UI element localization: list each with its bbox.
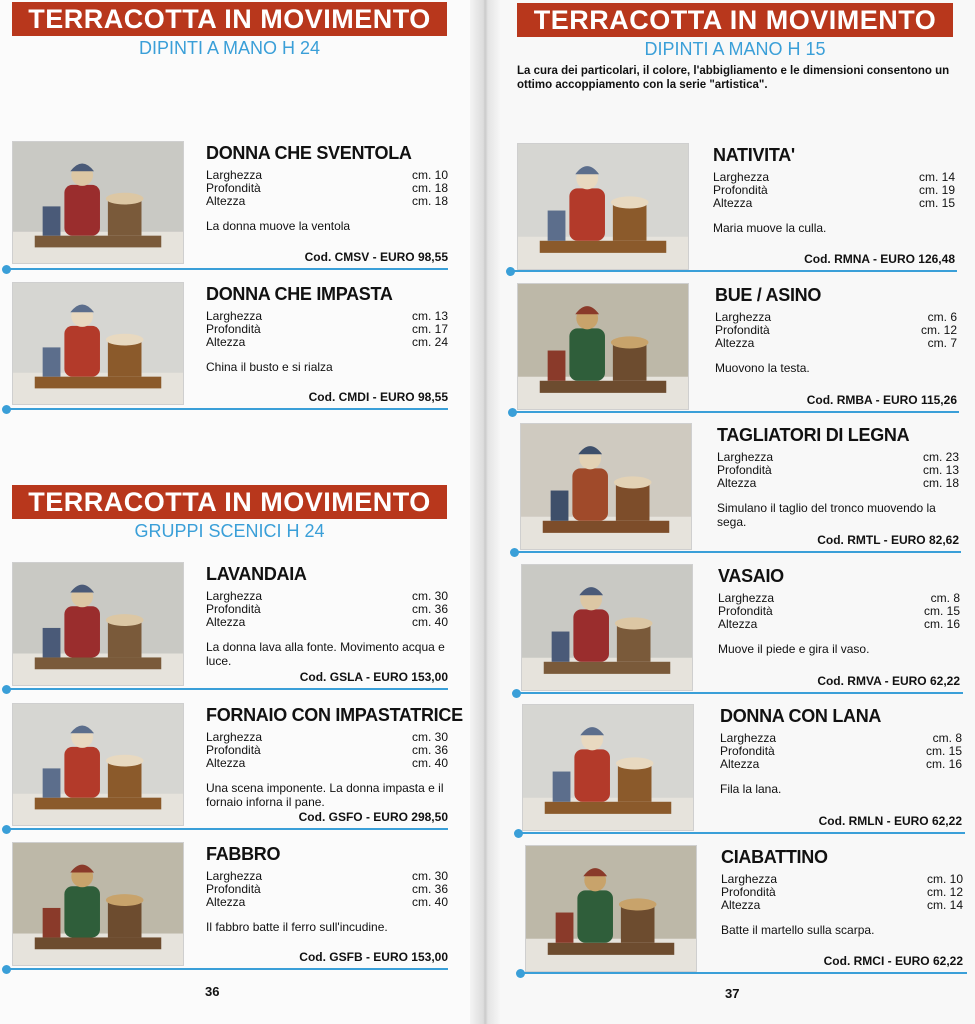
dimension-value: cm. 30 <box>411 869 448 883</box>
product-code-price: Cod. GSFB - EURO 153,00 <box>299 950 448 964</box>
dimension-label: Larghezza <box>206 589 263 603</box>
bullet-dot <box>512 689 521 698</box>
product-title: LAVANDAIA <box>206 564 307 584</box>
product-photo <box>12 703 184 826</box>
dimension-label: Altezza <box>717 476 757 490</box>
section-banner: TERRACOTTA IN MOVIMENTO <box>12 2 447 36</box>
product-dimensions <box>713 171 955 210</box>
dimension-label: Profondità <box>715 323 770 337</box>
product-code-price: Cod. RMVA - EURO 62,22 <box>817 674 960 688</box>
divider-line <box>510 270 957 272</box>
dimension-value: cm. 14 <box>926 898 963 912</box>
dimension-value: cm. 10 <box>926 872 963 886</box>
dimension-label: Altezza <box>206 615 246 629</box>
bullet-dot <box>2 825 11 834</box>
product-code-price: Cod. RMTL - EURO 82,62 <box>817 533 959 547</box>
bullet-dot <box>2 405 11 414</box>
product-dimensions <box>206 590 448 629</box>
page-number: 37 <box>725 986 740 1001</box>
product-photo <box>12 562 184 686</box>
dimension-value: cm. 10 <box>411 168 448 182</box>
divider-line <box>6 408 448 410</box>
dimension-row <box>206 195 448 208</box>
dimension-value: cm. 36 <box>411 882 448 896</box>
section-banner: TERRACOTTA IN MOVIMENTO <box>12 485 447 519</box>
product-photo <box>525 845 697 972</box>
product-description: Una scena imponente. La donna impasta e il fornaio inforna il pane. <box>206 781 444 809</box>
product-title: FABBRO <box>206 844 281 864</box>
divider-line <box>516 692 963 694</box>
dimension-label: Altezza <box>720 757 760 771</box>
section-banner: TERRACOTTA IN MOVIMENTO <box>517 3 953 37</box>
product-code-price: Cod. GSFO - EURO 298,50 <box>298 810 448 824</box>
product-dimensions <box>718 592 960 631</box>
product-title: FORNAIO CON IMPASTATRICE <box>206 705 463 725</box>
dimension-value: cm. 6 <box>927 310 957 324</box>
dimension-label: Larghezza <box>206 730 263 744</box>
product-description: La donna lava alla fonte. Movimento acqua e luce. <box>206 640 445 668</box>
dimension-value: cm. 19 <box>918 183 955 197</box>
bullet-dot <box>2 965 11 974</box>
dimension-label: Altezza <box>206 335 246 349</box>
product-title: NATIVITA' <box>713 145 795 165</box>
dimension-value: cm. 40 <box>411 756 448 770</box>
dimension-label: Altezza <box>206 194 246 208</box>
dimension-value: cm. 8 <box>932 731 962 745</box>
dimension-label: Profondità <box>721 885 776 899</box>
product-description: Batte il martello sulla scarpa. <box>721 923 875 937</box>
bullet-dot <box>506 267 515 276</box>
dimension-value: cm. 40 <box>411 895 448 909</box>
bullet-dot <box>514 829 523 838</box>
dimension-label: Larghezza <box>717 450 774 464</box>
dimension-label: Altezza <box>206 756 246 770</box>
dimension-row <box>206 336 448 349</box>
product-dimensions <box>720 732 962 771</box>
product-title: BUE / ASINO <box>715 285 822 305</box>
dimension-row <box>721 899 963 912</box>
product-description: La donna muove la ventola <box>206 219 351 233</box>
dimension-label: Profondità <box>206 882 261 896</box>
product-dimensions <box>715 311 957 350</box>
product-code-price: Cod. GSLA - EURO 153,00 <box>299 670 448 684</box>
bullet-dot <box>2 265 11 274</box>
dimension-label: Profondità <box>713 183 768 197</box>
section-subtitle: GRUPPI SCENICI H 24 <box>134 521 325 541</box>
divider-line <box>514 551 961 553</box>
product-description: Fila la lana. <box>720 782 782 796</box>
divider-line <box>6 268 448 270</box>
product-dimensions <box>206 731 448 770</box>
dimension-label: Profondità <box>206 181 261 195</box>
product-photo <box>520 423 692 550</box>
dimension-value: cm. 15 <box>923 604 960 618</box>
bullet-dot <box>510 548 519 557</box>
product-dimensions <box>721 873 963 912</box>
dimension-label: Profondità <box>717 463 772 477</box>
product-description: Maria muove la culla. <box>713 221 827 235</box>
dimension-row <box>718 618 960 631</box>
dimension-value: cm. 7 <box>927 336 957 350</box>
dimension-value: cm. 40 <box>411 615 448 629</box>
bullet-dot <box>2 685 11 694</box>
product-dimensions <box>206 870 448 909</box>
dimension-row <box>717 477 959 490</box>
product-description: Muove il piede e gira il vaso. <box>718 642 870 656</box>
dimension-label: Larghezza <box>721 872 778 886</box>
section-subtitle: DIPINTI A MANO H 24 <box>138 38 321 58</box>
dimension-value: cm. 36 <box>411 602 448 616</box>
dimension-row <box>206 896 448 909</box>
dimension-row <box>715 337 957 350</box>
product-code-price: Cod. RMNA - EURO 126,48 <box>804 252 955 266</box>
product-photo <box>522 704 694 831</box>
book-gutter <box>470 0 500 1024</box>
product-description: Il fabbro batte il ferro sull'incudine. <box>206 920 388 934</box>
product-title: VASAIO <box>718 566 784 586</box>
dimension-value: cm. 14 <box>918 170 955 184</box>
product-code-price: Cod. CMDI - EURO 98,55 <box>308 390 448 404</box>
dimension-label: Profondità <box>206 743 261 757</box>
dimension-label: Profondità <box>206 322 261 336</box>
product-photo <box>12 282 184 405</box>
product-photo <box>12 141 184 264</box>
dimension-value: cm. 13 <box>411 309 448 323</box>
dimension-value: cm. 16 <box>925 757 962 771</box>
product-code-price: Cod. RMLN - EURO 62,22 <box>818 814 962 828</box>
dimension-value: cm. 15 <box>925 744 962 758</box>
product-code-price: Cod. RMBA - EURO 115,26 <box>806 393 957 407</box>
dimension-value: cm. 15 <box>918 196 955 210</box>
dimension-label: Larghezza <box>713 170 770 184</box>
product-photo <box>12 842 184 966</box>
product-code-price: Cod. RMCI - EURO 62,22 <box>823 954 963 968</box>
bullet-dot <box>508 408 517 417</box>
product-title: DONNA CHE IMPASTA <box>206 284 393 304</box>
dimension-value: cm. 12 <box>920 323 957 337</box>
dimension-value: cm. 18 <box>411 181 448 195</box>
dimension-value: cm. 13 <box>922 463 959 477</box>
product-title: DONNA CHE SVENTOLA <box>206 143 412 163</box>
product-title: DONNA CON LANA <box>720 706 882 726</box>
product-dimensions <box>206 310 448 349</box>
product-title: TAGLIATORI DI LEGNA <box>717 425 910 445</box>
dimension-value: cm. 17 <box>411 322 448 336</box>
dimension-row <box>713 197 955 210</box>
dimension-label: Larghezza <box>720 731 777 745</box>
dimension-value: cm. 23 <box>922 450 959 464</box>
page-number: 36 <box>205 984 220 999</box>
dimension-value: cm. 36 <box>411 743 448 757</box>
dimension-row <box>206 757 448 770</box>
divider-line <box>520 972 967 974</box>
intro-text: La cura dei particolari, il colore, l'abbigliamento e le dimensioni consentono un ottimo accoppiamento con la serie "artistica". <box>517 65 950 91</box>
dimension-label: Larghezza <box>715 310 772 324</box>
product-title: CIABATTINO <box>721 847 828 867</box>
dimension-value: cm. 18 <box>411 194 448 208</box>
product-description: Simulano il taglio del tronco muovendo la sega. <box>717 501 936 529</box>
dimension-label: Altezza <box>206 895 246 909</box>
dimension-value: cm. 8 <box>930 591 960 605</box>
product-photo <box>517 283 689 410</box>
product-photo <box>521 564 693 691</box>
product-photo <box>517 143 689 270</box>
divider-line <box>6 688 448 690</box>
dimension-label: Profondità <box>720 744 775 758</box>
dimension-label: Larghezza <box>206 168 263 182</box>
dimension-row <box>206 616 448 629</box>
dimension-row <box>720 758 962 771</box>
dimension-label: Profondità <box>718 604 773 618</box>
product-dimensions <box>717 451 959 490</box>
dimension-label: Larghezza <box>718 591 775 605</box>
dimension-value: cm. 30 <box>411 730 448 744</box>
dimension-label: Larghezza <box>206 869 263 883</box>
dimension-label: Altezza <box>715 336 755 350</box>
dimension-value: cm. 24 <box>411 335 448 349</box>
dimension-label: Profondità <box>206 602 261 616</box>
divider-line <box>512 411 959 413</box>
bullet-dot <box>516 969 525 978</box>
product-description: Muovono la testa. <box>715 361 810 375</box>
dimension-label: Larghezza <box>206 309 263 323</box>
dimension-value: cm. 12 <box>926 885 963 899</box>
dimension-value: cm. 16 <box>923 617 960 631</box>
dimension-value: cm. 30 <box>411 589 448 603</box>
dimension-value: cm. 18 <box>922 476 959 490</box>
divider-line <box>518 832 965 834</box>
dimension-label: Altezza <box>721 898 761 912</box>
product-description: China il busto e si rialza <box>206 360 333 374</box>
divider-line <box>6 968 448 970</box>
section-subtitle: DIPINTI A MANO H 15 <box>644 39 826 59</box>
divider-line <box>6 828 448 830</box>
dimension-label: Altezza <box>713 196 753 210</box>
product-code-price: Cod. CMSV - EURO 98,55 <box>304 250 448 264</box>
dimension-label: Altezza <box>718 617 758 631</box>
product-dimensions <box>206 169 448 208</box>
